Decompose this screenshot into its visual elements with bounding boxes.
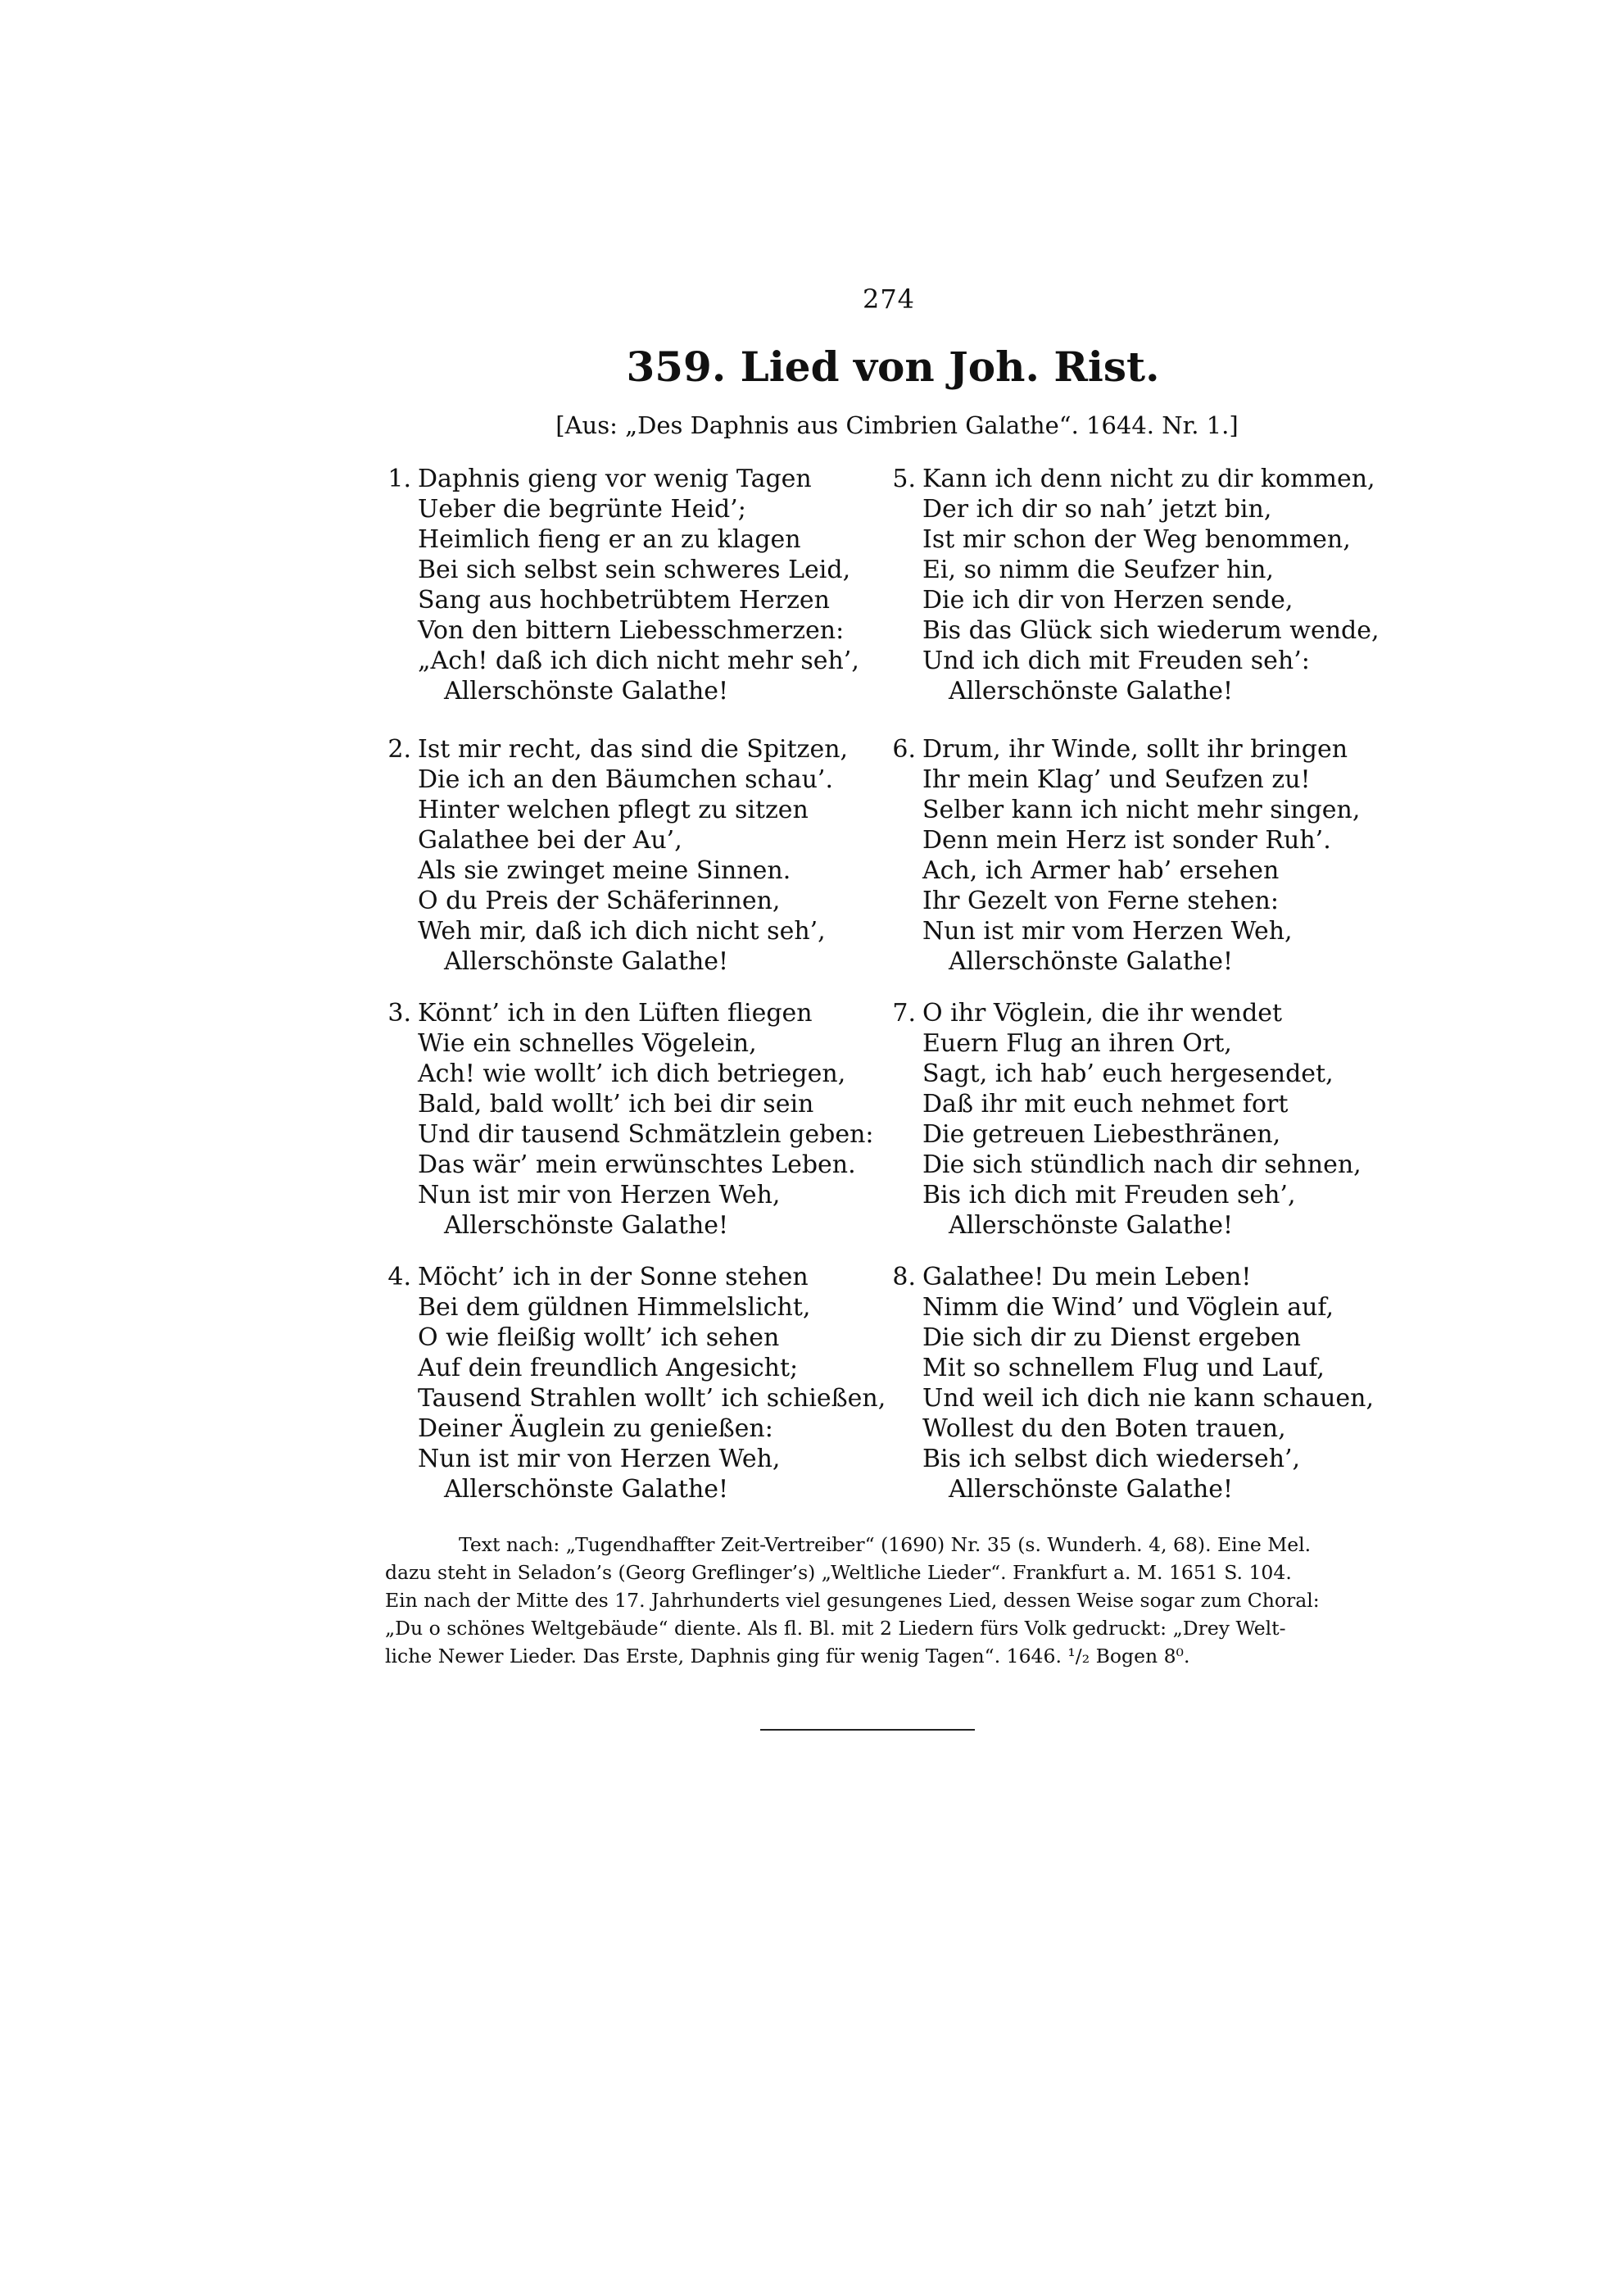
stanza-line: Bei dem güldnen Himmelslicht, <box>418 1293 811 1322</box>
stanza-line: Ist mir schon der Weg benommen, <box>922 525 1351 554</box>
stanza-line-text: Ist mir recht, das sind die Spitzen, <box>418 735 849 764</box>
stanza-line: Nimm die Wind’ und Vöglein auf, <box>922 1293 1334 1322</box>
stanza-line: Selber kann ich nicht mehr singen, <box>922 796 1361 824</box>
stanza-number: 3. <box>387 999 411 1028</box>
stanza-line: Sang aus hochbetrübtem Herzen <box>418 586 830 615</box>
stanza-line-text: Könnt’ ich in den Lüften fliegen <box>418 999 813 1028</box>
stanza-line: Ach! wie wollt’ ich dich betriegen, <box>418 1060 846 1088</box>
stanza-line: Bei sich selbst sein schweres Leid, <box>418 556 851 584</box>
stanza-line: Bis ich dich mit Freuden seh’, <box>922 1181 1296 1209</box>
stanza-line: Denn mein Herz ist sonder Ruh’. <box>922 826 1331 855</box>
stanza-refrain-line: Allerschönste Galathe! <box>949 947 1234 976</box>
stanza-line: Wie ein schnelles Vögelein, <box>418 1029 757 1058</box>
stanza <box>881 734 1422 977</box>
stanza <box>881 1262 1422 1504</box>
stanza-first-line <box>377 464 917 494</box>
stanza-number: 2. <box>387 735 411 764</box>
stanza-line: Nun ist mir von Herzen Weh, <box>418 1445 781 1473</box>
stanza-line-text: Kann ich denn nicht zu dir kommen, <box>922 465 1375 493</box>
stanza-first-line <box>881 1262 1422 1292</box>
page-number: 274 <box>862 284 916 315</box>
stanza-line: Von den bittern Liebesschmerzen: <box>418 616 845 645</box>
footnote-line: Ein nach der Mitte des 17. Jahrhunderts viel gesungenes Lied, dessen Weise sogar zum Choral: <box>385 1589 1320 1612</box>
stanza-line: Und ich dich mit Freuden seh’: <box>922 647 1310 675</box>
stanza-line: Ueber die begrünte Heid’; <box>418 495 746 524</box>
stanza-line-text: Daphnis gieng vor wenig Tagen <box>418 465 812 493</box>
stanza-line: Bis das Glück sich wiederum wende, <box>922 616 1380 645</box>
stanza-line: Die getreuen Liebesthränen, <box>922 1120 1281 1149</box>
stanza-line: Nun ist mir vom Herzen Weh, <box>922 917 1293 946</box>
stanza-line: Ihr mein Klag’ und Seufzen zu! <box>922 765 1311 794</box>
stanza-refrain-line: Allerschönste Galathe! <box>949 677 1234 706</box>
stanza-line: Der ich dir so nah’ jetzt bin, <box>922 495 1272 524</box>
stanza-line: Bis ich selbst dich wiederseh’, <box>922 1445 1301 1473</box>
stanza-line-text: O ihr Vöglein, die ihr wendet <box>922 999 1283 1028</box>
stanza-number: 1. <box>387 465 411 493</box>
stanza-line: Ei, so nimm die Seufzer hin, <box>922 556 1274 584</box>
stanza-line: Das wär’ mein erwünschtes Leben. <box>418 1150 856 1179</box>
stanza-line: Mit so schnellem Flug und Lauf, <box>922 1354 1325 1382</box>
stanza <box>881 464 1422 706</box>
stanza-line: Auf dein freundlich Angesicht; <box>418 1354 799 1382</box>
stanza-line: Tausend Strahlen wollt’ ich schießen, <box>418 1384 886 1413</box>
stanza-line: Euern Flug an ihren Ort, <box>922 1029 1232 1058</box>
stanza-line: „Ach! daß ich dich nicht mehr seh’, <box>418 647 859 675</box>
footnote-line: dazu steht in Seladon’s (Georg Greflinger’s) „Weltliche Lieder“. Frankfurt a. M. 1651 S. 104. <box>385 1561 1292 1584</box>
stanza-line: Bald, bald wollt’ ich bei dir sein <box>418 1090 814 1119</box>
stanza-line: O du Preis der Schäferinnen, <box>418 887 781 915</box>
stanza <box>377 464 917 706</box>
stanza-line: Sagt, ich hab’ euch hergesendet, <box>922 1060 1334 1088</box>
stanza-line: Die ich an den Bäumchen schau’. <box>418 765 833 794</box>
stanza-line: Und weil ich dich nie kann schauen, <box>922 1384 1375 1413</box>
stanza-line: Als sie zwinget meine Sinnen. <box>418 856 791 885</box>
stanza-first-line <box>377 998 917 1028</box>
stanza-line: Wollest du den Boten trauen, <box>922 1414 1286 1443</box>
stanza-line: Hinter welchen pflegt zu sitzen <box>418 796 809 824</box>
stanza-refrain-line: Allerschönste Galathe! <box>444 947 729 976</box>
stanza <box>377 1262 917 1504</box>
stanza-line: Die ich dir von Herzen sende, <box>922 586 1294 615</box>
stanza-line: O wie fleißig wollt’ ich sehen <box>418 1323 780 1352</box>
stanza-first-line <box>377 1262 917 1292</box>
stanza-refrain-line: Allerschönste Galathe! <box>444 677 729 706</box>
stanza-first-line <box>377 734 917 765</box>
stanza-line-text: Galathee! Du mein Leben! <box>922 1263 1252 1291</box>
stanza-first-line <box>881 464 1422 494</box>
stanza-refrain-line: Allerschönste Galathe! <box>949 1211 1234 1240</box>
divider-rule <box>760 1729 975 1731</box>
stanza-number: 8. <box>892 1263 916 1291</box>
stanza-number: 5. <box>892 465 916 493</box>
stanza-refrain-line: Allerschönste Galathe! <box>444 1475 729 1504</box>
footnote <box>385 1531 1368 1670</box>
stanza-line: Heimlich fieng er an zu klagen <box>418 525 801 554</box>
stanza-number: 6. <box>892 735 916 764</box>
song-title: 359. Lied von Joh. Rist. <box>626 343 1160 391</box>
stanza-first-line <box>881 734 1422 765</box>
source-note: [Aus: „Des Daphnis aus Cimbrien Galathe“. 1644. Nr. 1.] <box>555 411 1239 439</box>
stanza-line: Und dir tausend Schmätzlein geben: <box>418 1120 874 1149</box>
stanza-refrain-line: Allerschönste Galathe! <box>444 1211 729 1240</box>
stanza <box>881 998 1422 1241</box>
stanza-line: Galathee bei der Au’, <box>418 826 682 855</box>
stanza-line: Weh mir, daß ich dich nicht seh’, <box>418 917 826 946</box>
stanza-line-text: Möcht’ ich in der Sonne stehen <box>418 1263 809 1291</box>
stanza-line: Ach, ich Armer hab’ ersehen <box>922 856 1280 885</box>
stanza-line: Die sich dir zu Dienst ergeben <box>922 1323 1301 1352</box>
stanza-line-text: Drum, ihr Winde, sollt ihr bringen <box>922 735 1348 764</box>
footnote-line: „Du o schönes Weltgebäude“ diente. Als fl. Bl. mit 2 Liedern fürs Volk gedruckt: „Drey Welt- <box>385 1617 1286 1640</box>
footnote-line: liche Newer Lieder. Das Erste, Daphnis ging für wenig Tagen“. 1646. ¹/₂ Bogen 8⁰. <box>385 1645 1190 1668</box>
stanza <box>377 998 917 1241</box>
stanza-refrain-line: Allerschönste Galathe! <box>949 1475 1234 1504</box>
stanza-first-line <box>881 998 1422 1028</box>
stanza-number: 7. <box>892 999 916 1028</box>
stanza-number: 4. <box>387 1263 411 1291</box>
stanza-line: Daß ihr mit euch nehmet fort <box>922 1090 1289 1119</box>
stanza-line: Ihr Gezelt von Ferne stehen: <box>922 887 1279 915</box>
footnote-line: Text nach: „Tugendhaffter Zeit-Vertreiber“ (1690) Nr. 35 (s. Wunderh. 4, 68). Eine Mel. <box>459 1533 1312 1556</box>
stanza-line: Die sich stündlich nach dir sehnen, <box>922 1150 1361 1179</box>
stanza-line: Deiner Äuglein zu genießen: <box>418 1414 773 1443</box>
stanza <box>377 734 917 977</box>
stanza-line: Nun ist mir von Herzen Weh, <box>418 1181 781 1209</box>
